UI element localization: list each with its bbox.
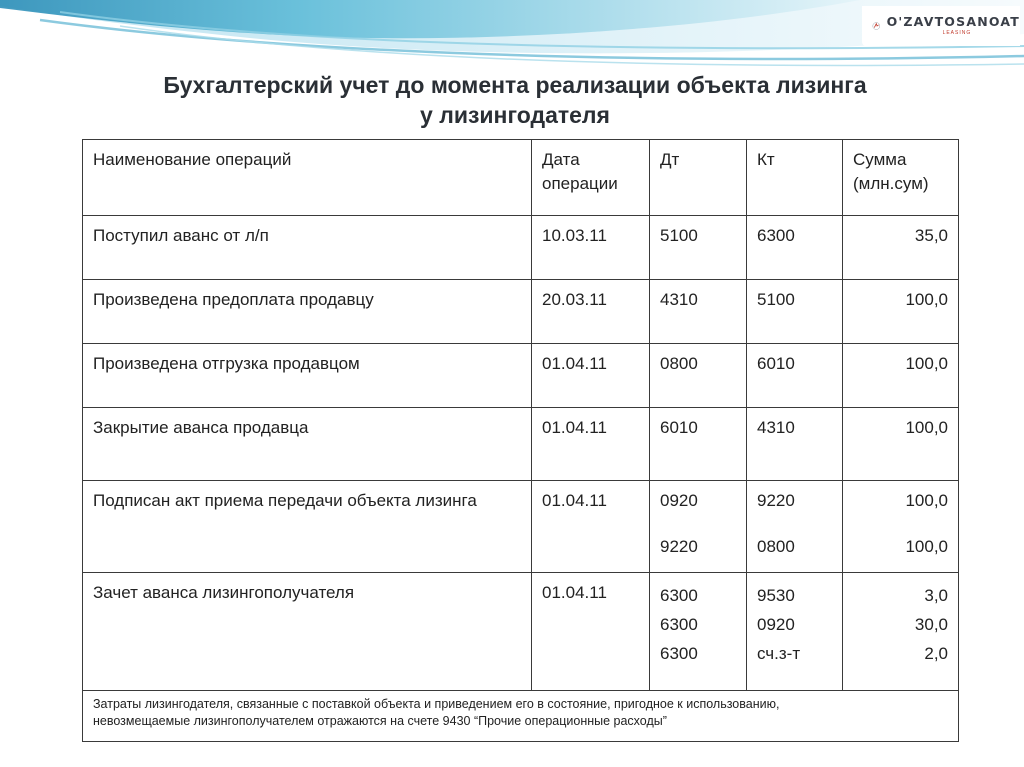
header-debit: Дт bbox=[650, 140, 747, 216]
sum-cell bbox=[843, 481, 959, 573]
credit-cell: 4310 bbox=[747, 408, 843, 481]
credit-cell bbox=[747, 573, 843, 691]
credit-value: 0920 bbox=[757, 615, 795, 634]
credit-value: 0800 bbox=[757, 537, 795, 556]
table-row bbox=[83, 408, 959, 481]
operation-cell: Произведена предоплата продавцу bbox=[83, 280, 532, 344]
credit-value: 9220 bbox=[757, 491, 795, 510]
page-title-line-1: Бухгалтерский учет до момента реализации объекта лизинга bbox=[163, 72, 867, 98]
header-date-line-2: операции bbox=[542, 174, 618, 193]
sum-cell: 100,0 bbox=[843, 280, 959, 344]
logo-emblem-icon bbox=[872, 15, 881, 37]
sum-value: 3,0 bbox=[924, 586, 948, 605]
debit-value: 6300 bbox=[660, 586, 698, 605]
debit-value: 0920 bbox=[660, 491, 698, 510]
debit-cell bbox=[650, 481, 747, 573]
date-cell: 01.04.11 bbox=[532, 573, 650, 691]
date-cell: 10.03.11 bbox=[532, 216, 650, 280]
debit-cell: 4310 bbox=[650, 280, 747, 344]
credit-value: 9530 bbox=[757, 586, 795, 605]
brand-logo bbox=[862, 6, 1020, 46]
sum-cell: 100,0 bbox=[843, 344, 959, 408]
operation-cell: Произведена отгрузка продавцом bbox=[83, 344, 532, 408]
debit-value: 9220 bbox=[660, 537, 698, 556]
table-footnote-row bbox=[83, 691, 959, 742]
sum-value: 100,0 bbox=[905, 537, 948, 556]
table-row bbox=[83, 344, 959, 408]
page-title-line-2: у лизингодателя bbox=[420, 102, 610, 128]
header-sum-line-1: Сумма bbox=[853, 150, 907, 169]
date-cell: 20.03.11 bbox=[532, 280, 650, 344]
footnote-line-2: невозмещаемые лизингополучателем отражаются на счете 9430 “Прочие операционные расходы” bbox=[93, 714, 667, 728]
date-cell: 01.04.11 bbox=[532, 481, 650, 573]
table-header-row bbox=[83, 140, 959, 216]
accounting-entries-table bbox=[82, 139, 959, 742]
footnote-cell bbox=[83, 691, 959, 742]
credit-cell: 6010 bbox=[747, 344, 843, 408]
operation-cell: Поступил аванс от л/п bbox=[83, 216, 532, 280]
header-operation: Наименование операций bbox=[83, 140, 532, 216]
debit-cell: 0800 bbox=[650, 344, 747, 408]
brand-subtitle: LEASING bbox=[942, 29, 972, 36]
credit-cell: 5100 bbox=[747, 280, 843, 344]
header-date-line-1: Дата bbox=[542, 150, 580, 169]
debit-cell bbox=[650, 573, 747, 691]
date-cell: 01.04.11 bbox=[532, 408, 650, 481]
header-sum bbox=[843, 140, 959, 216]
sum-cell: 100,0 bbox=[843, 408, 959, 481]
credit-value: сч.з-т bbox=[757, 644, 801, 663]
credit-cell bbox=[747, 481, 843, 573]
header-credit: Кт bbox=[747, 140, 843, 216]
header-sum-line-2: (млн.сум) bbox=[853, 174, 929, 193]
credit-cell: 6300 bbox=[747, 216, 843, 280]
table-row bbox=[83, 481, 959, 573]
sum-value: 2,0 bbox=[924, 644, 948, 663]
operation-cell: Подписан акт приема передачи объекта лизинга bbox=[83, 481, 532, 573]
sum-value: 100,0 bbox=[905, 491, 948, 510]
table-row bbox=[83, 573, 959, 691]
sum-value: 30,0 bbox=[914, 615, 948, 634]
debit-cell: 6010 bbox=[650, 408, 747, 481]
header-date bbox=[532, 140, 650, 216]
table-row bbox=[83, 216, 959, 280]
operation-cell: Закрытие аванса продавца bbox=[83, 408, 532, 481]
operation-cell: Зачет аванса лизингополучателя bbox=[83, 573, 532, 691]
date-cell: 01.04.11 bbox=[532, 344, 650, 408]
brand-name: O'ZAVTOSANOAT bbox=[886, 14, 1020, 30]
debit-value: 6300 bbox=[660, 615, 698, 634]
footnote-line-1: Затраты лизингодателя, связанные с поставкой объекта и приведением его в состояние, пригодное к использованию, bbox=[93, 697, 780, 711]
debit-value: 6300 bbox=[660, 644, 698, 663]
debit-cell: 5100 bbox=[650, 216, 747, 280]
sum-cell bbox=[843, 573, 959, 691]
sum-cell: 35,0 bbox=[843, 216, 959, 280]
table-row bbox=[83, 280, 959, 344]
page-title bbox=[40, 70, 990, 130]
